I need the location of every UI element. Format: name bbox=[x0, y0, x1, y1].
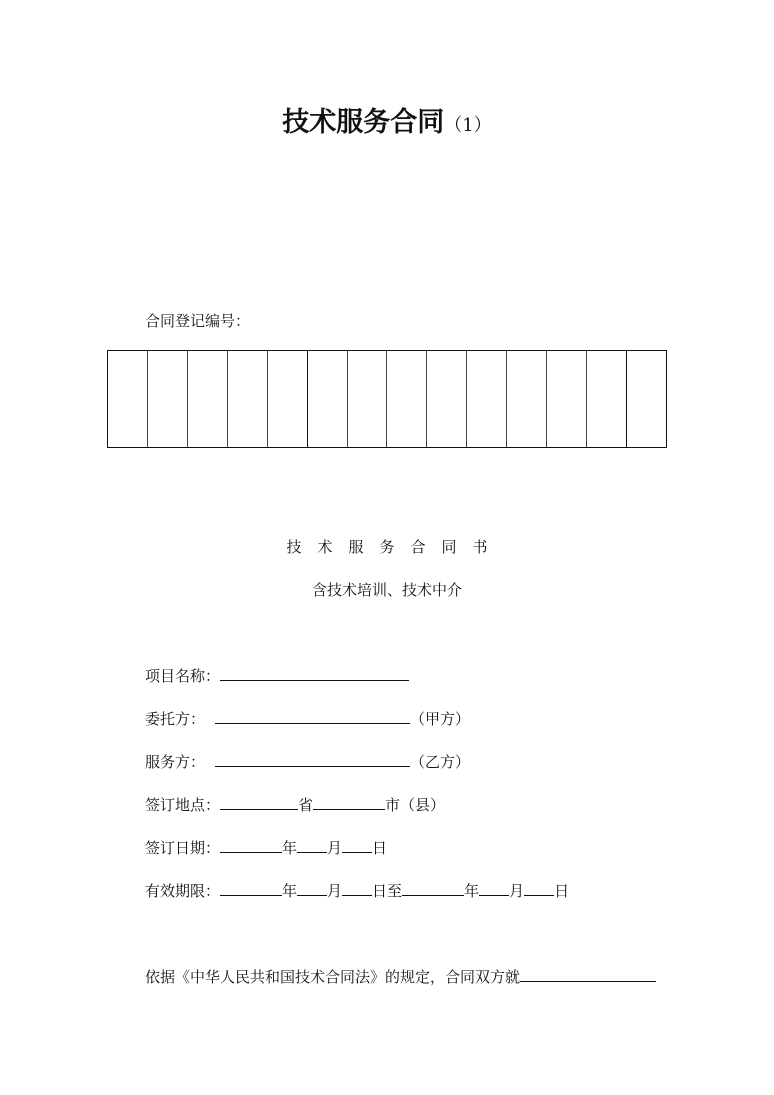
client-row bbox=[145, 708, 470, 729]
valid-from-year-label: 年 bbox=[282, 882, 298, 900]
valid-to-day-label: 日 bbox=[554, 882, 570, 900]
registration-cell[interactable] bbox=[268, 351, 308, 447]
valid-to-month-field[interactable] bbox=[479, 880, 509, 896]
valid-from-day-label: 日至 bbox=[372, 882, 403, 900]
province-field[interactable] bbox=[220, 794, 298, 810]
validity-label: 有效期限： bbox=[145, 882, 221, 900]
contract-subject-field[interactable] bbox=[520, 966, 656, 982]
signing-date-label: 签订日期： bbox=[145, 839, 221, 857]
valid-to-month-label: 月 bbox=[509, 882, 525, 900]
sign-day-field[interactable] bbox=[342, 837, 372, 853]
registration-number-grid bbox=[107, 350, 667, 448]
registration-number-label: 合同登记编号： bbox=[145, 312, 251, 330]
provider-row bbox=[145, 751, 470, 772]
registration-cell[interactable] bbox=[308, 351, 348, 447]
registration-cell[interactable] bbox=[348, 351, 388, 447]
registration-cell[interactable] bbox=[627, 351, 666, 447]
contract-title bbox=[0, 100, 774, 139]
registration-cell[interactable] bbox=[547, 351, 587, 447]
project-name-field[interactable] bbox=[220, 665, 409, 681]
sign-year-field[interactable] bbox=[220, 837, 282, 853]
valid-to-year-field[interactable] bbox=[402, 880, 464, 896]
client-field[interactable] bbox=[215, 708, 410, 724]
sign-year-label: 年 bbox=[282, 839, 298, 857]
sign-month-label: 月 bbox=[327, 839, 343, 857]
document-title: 技术服务合同书 bbox=[286, 538, 504, 556]
registration-cell[interactable] bbox=[427, 351, 467, 447]
registration-cell[interactable] bbox=[188, 351, 228, 447]
client-suffix: （甲方） bbox=[410, 710, 471, 728]
registration-cell[interactable] bbox=[108, 351, 148, 447]
city-label: 市（县） bbox=[385, 796, 446, 814]
signing-place-row bbox=[145, 794, 445, 815]
provider-label: 服务方： bbox=[145, 753, 206, 771]
contract-title-main: 技术服务合同 bbox=[282, 107, 445, 138]
document-subtitle: 含技术培训、技术中介 bbox=[311, 581, 462, 599]
registration-cell[interactable] bbox=[467, 351, 507, 447]
provider-field[interactable] bbox=[215, 751, 410, 767]
registration-cell[interactable] bbox=[148, 351, 188, 447]
sign-day-label: 日 bbox=[372, 839, 388, 857]
signing-date-row bbox=[145, 837, 387, 858]
registration-cell[interactable] bbox=[587, 351, 627, 447]
valid-to-year-label: 年 bbox=[464, 882, 480, 900]
legal-basis-row bbox=[145, 966, 656, 987]
valid-from-month-field[interactable] bbox=[297, 880, 327, 896]
registration-cell[interactable] bbox=[507, 351, 547, 447]
project-name-row bbox=[145, 665, 409, 686]
valid-from-month-label: 月 bbox=[327, 882, 343, 900]
legal-basis-text: 依据《中华人民共和国技术合同法》的规定，合同双方就 bbox=[145, 968, 521, 986]
signing-place-label: 签订地点： bbox=[145, 796, 221, 814]
city-field[interactable] bbox=[313, 794, 385, 810]
provider-suffix: （乙方） bbox=[410, 753, 471, 771]
registration-cell[interactable] bbox=[387, 351, 427, 447]
contract-title-number: （1） bbox=[444, 115, 492, 136]
sign-month-field[interactable] bbox=[297, 837, 327, 853]
valid-from-day-field[interactable] bbox=[342, 880, 372, 896]
client-label: 委托方： bbox=[145, 710, 206, 728]
valid-to-day-field[interactable] bbox=[524, 880, 554, 896]
registration-cell[interactable] bbox=[228, 351, 268, 447]
project-name-label: 项目名称： bbox=[145, 667, 221, 685]
province-label: 省 bbox=[298, 796, 314, 814]
valid-from-year-field[interactable] bbox=[220, 880, 282, 896]
validity-row bbox=[145, 880, 569, 901]
